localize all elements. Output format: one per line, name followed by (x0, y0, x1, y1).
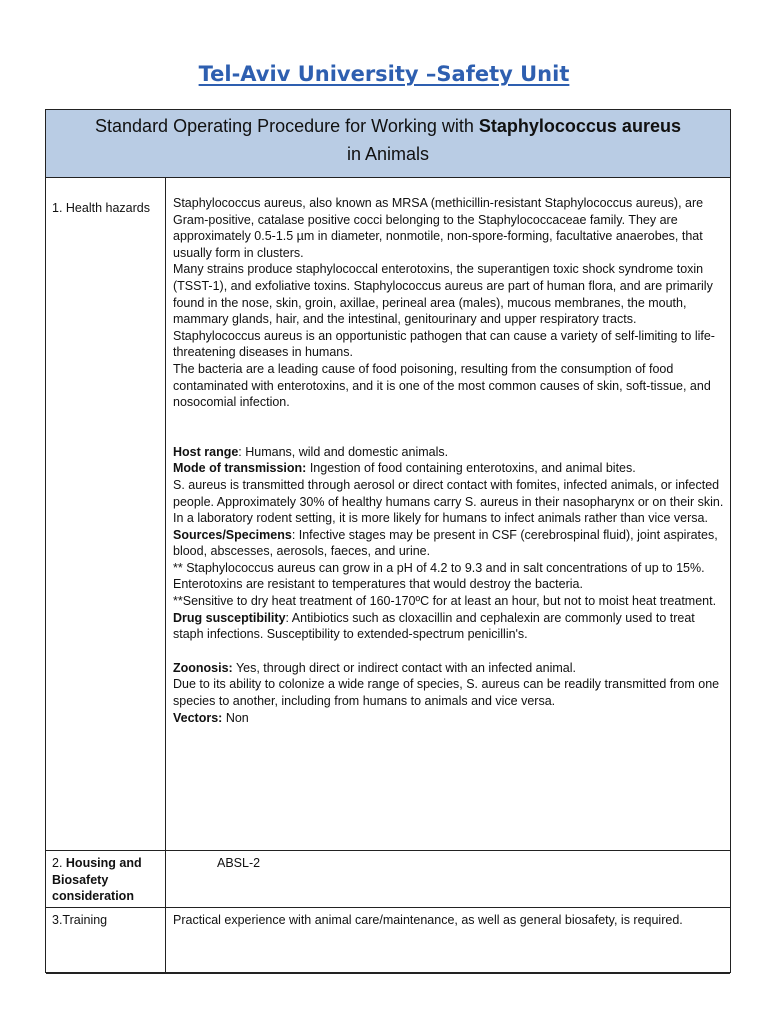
pathogen-paragraph: Staphylococcus aureus is an opportunistic pathogen that can cause a variety of self-limiting to life-threatening diseases in humans. (173, 328, 715, 360)
zoonosis-text: Yes, through direct or indirect contact with an infected animal. (232, 660, 576, 675)
housing-label (52, 855, 160, 905)
drug-susceptibility-text: : Antibiotics such as cloxacillin and cephalexin are commonly used to treat staph infections. Susceptibility to extended-spectrum penicillin's. (173, 610, 695, 642)
description-paragraph: Staphylococcus aureus, also known as MRSA (methicillin-resistant Staphylococcus aureus), are Gram-positive, catalase positive cocci belonging to the Staphylococcaceae family. They are approximately 0.5-1.5 µm in diameter, nonmotile, non-spore-forming, facultative anaerobes, that usually form in clusters. (173, 196, 704, 260)
row-divider (46, 907, 730, 908)
mode-of-transmission-label: Mode of transmission: (173, 461, 307, 476)
sop-title-prefix: Standard Operating Procedure for Working with (95, 116, 479, 136)
training-label: 3.Training (52, 913, 108, 927)
ph-note: ** Staphylococcus aureus can grow in a pH of 4.2 to 9.3 and in salt concentrations of up to 15%. Enterotoxins are resistant to temperatures that would destroy the bacteria. (173, 560, 705, 592)
sources-specimens-text: : Infective stages may be present in CSF (cerebrospinal fluid), joint aspirates, blood, abscesses, aerosols, faeces, and urine. (173, 527, 718, 559)
sop-table (45, 109, 731, 973)
vectors-label: Vectors: (173, 710, 223, 725)
zoonosis (173, 660, 728, 677)
page-title: Tel-Aviv University –Safety Unit (198, 62, 570, 86)
sources-specimens (173, 527, 728, 560)
mode-of-transmission-text: Ingestion of food containing enterotoxins, and animal bites. (306, 461, 636, 476)
row-divider (46, 850, 730, 851)
sources-specimens-label: Sources/Specimens (173, 527, 292, 542)
vectors (173, 710, 728, 727)
host-range-text: : Humans, wild and domestic animals. (238, 444, 449, 459)
row-divider (46, 973, 730, 974)
sop-header (46, 110, 730, 178)
drug-susceptibility (173, 610, 728, 643)
drug-susceptibility-label: Drug susceptibility (173, 610, 286, 625)
health-hazards-content (173, 195, 728, 726)
health-hazards-label: 1. Health hazards (52, 201, 150, 215)
sop-organism: Staphylococcus aureus (478, 116, 681, 136)
transmission-paragraph: S. aureus is transmitted through aerosol or direct contact with fomites, infected animals, or infected people. Approximately 30% of healthy humans carry S. aureus in their nasopharynx or on their skin. In a laboratory rodent setting, it is more likely for humans to infect animals rather than vice versa. (173, 477, 724, 526)
sop-title-suffix: in Animals (346, 144, 430, 164)
host-range (173, 444, 728, 461)
mode-of-transmission (173, 460, 728, 477)
housing-value: ABSL-2 (217, 856, 261, 870)
training-value: Practical experience with animal care/maintenance, as well as general biosafety, is required. (173, 913, 683, 927)
host-range-label: Host range (173, 444, 239, 459)
toxins-paragraph: Many strains produce staphylococcal enterotoxins, the superantigen toxic shock syndrome toxin (TSST-1), and exfoliative toxins. Staphylococcus aureus are part of human flora, and are primarily found in the nose, skin, groin, axillae, perineal area (males), mucous membranes, the mouth, mammary glands, hair, and the intestinal, genitourinary and upper respiratory tracts. (173, 262, 713, 327)
food-poisoning-paragraph: The bacteria are a leading cause of food poisoning, resulting from the consumption of food contaminated with enterotoxins, and it is one of the most common causes of skin, soft-tissue, and nosocomial infection. (173, 361, 711, 410)
vectors-text: Non (222, 710, 249, 725)
colonize-paragraph: Due to its ability to colonize a wide range of species, S. aureus can be readily transmitted from one species to another, including from humans to animals and vice versa. (173, 677, 720, 709)
column-divider (165, 178, 166, 973)
zoonosis-label: Zoonosis: (173, 660, 233, 675)
heat-note: **Sensitive to dry heat treatment of 160-170ºC for at least an hour, but not to moist heat treatment. (173, 594, 717, 609)
housing-label-number: 2. (52, 856, 66, 870)
housing-label-text: Housing and Biosafety consideration (52, 856, 142, 904)
